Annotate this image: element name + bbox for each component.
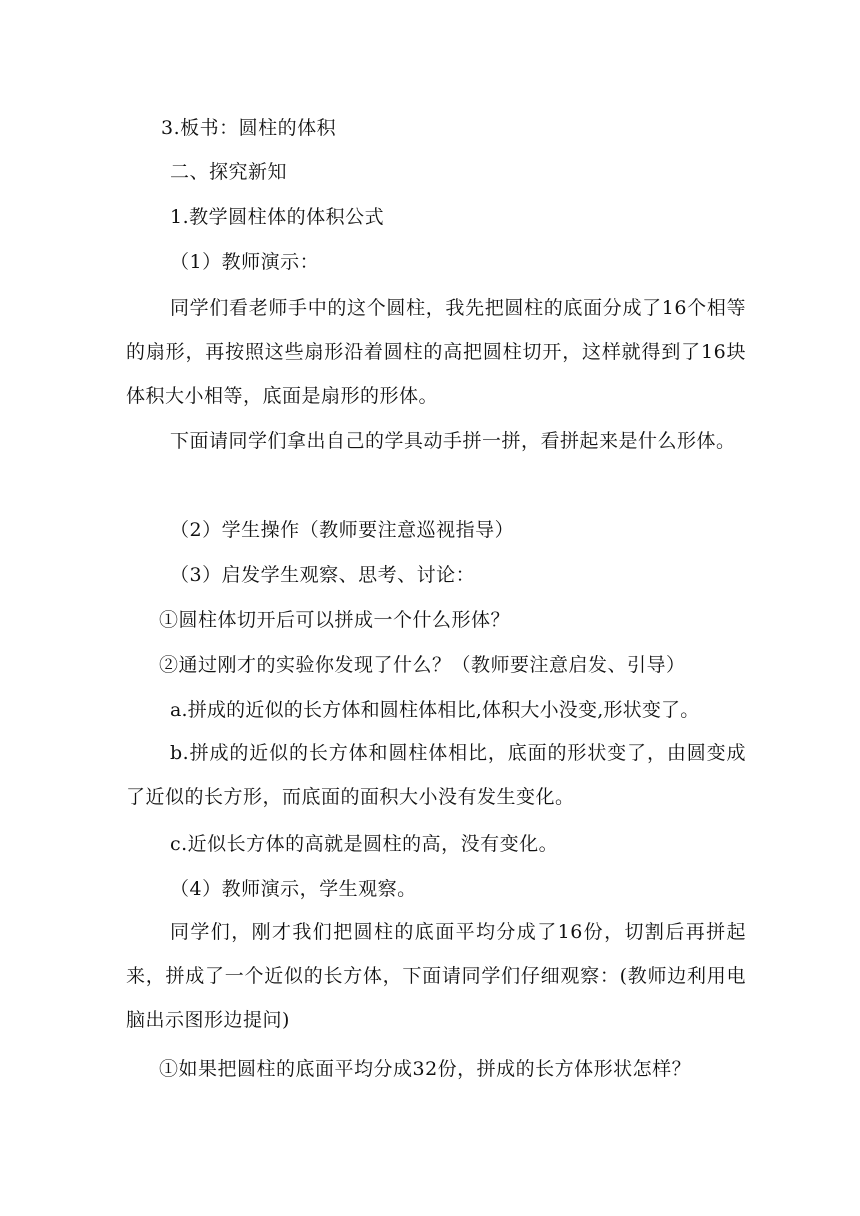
board-title: 3.板书：圆柱的体积 [161,117,337,139]
finding-item: c.近似长方体的高就是圆柱的高，没有变化。 [170,833,559,855]
question-item: ①如果把圆柱的底面平均分成32份，拼成的长方体形状怎样？ [159,1058,692,1080]
paragraph: 下面请同学们拿出自己的学具动手拼一拼，看拼起来是什么形体。 [170,430,736,452]
finding-item: a.拼成的近似的长方体和圆柱体相比,体积大小没变,形状变了。 [170,699,700,721]
question-item: ①圆柱体切开后可以拼成一个什么形体？ [159,609,511,631]
finding-item: b.拼成的近似的长方体和圆柱体相比，底面的形状变了，由圆变成了近似的长方形，而底面的面积大小没有发生变化。 [126,742,746,808]
subsection-heading: 1.教学圆柱体的体积公式 [170,206,385,228]
step-heading: （4）教师演示，学生观察。 [170,878,417,900]
question-item: ②通过刚才的实验你发现了什么？（教师要注意启发、引导） [159,654,686,676]
step-heading: （1）教师演示： [170,251,320,273]
section-heading: 二、探究新知 [170,161,288,183]
paragraph: 同学们看老师手中的这个圆柱，我先把圆柱的底面分成了16个相等的扇形，再按照这些扇形沿着圆柱的高把圆柱切开，这样就得到了16块体积大小相等，底面是扇形的形体。 [126,297,746,407]
step-heading: （2）学生操作（教师要注意巡视指导） [170,519,515,541]
paragraph: 同学们，刚才我们把圆柱的底面平均分成了16份，切割后再拼起来，拼成了一个近似的长方体，下面请同学们仔细观察：(教师边利用电脑出示图形边提问) [126,921,746,1031]
step-heading: （3）启发学生观察、思考、讨论： [170,564,476,586]
